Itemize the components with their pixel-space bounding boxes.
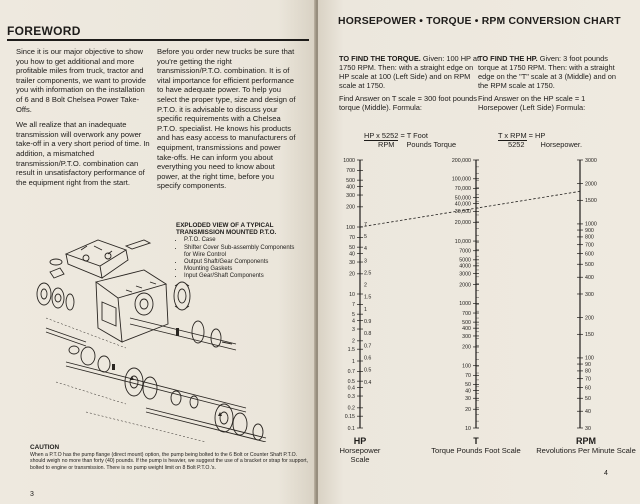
hp-scale-right-tick-label: 1 [364,306,367,313]
rpm-scale-tick-label: 70 [585,376,591,383]
hp-text: Given: 3 foot pounds torque at 1750 RPM. Then: with a straight edge on the "T" scale at 3 (Middle) and on the RPM scale at 1750. [478,54,616,90]
rpm-scale-tick-label: 700 [585,242,594,249]
torque-find: Find Answer on T scale = 300 foot pounds torque (Middle). Formula: [339,93,477,112]
hp-scale-right-tick-label: 0.4 [364,379,372,386]
hp-scale-tick-label: 0.5 [347,378,355,385]
hp-scale-right-tick-label: 0.5 [364,367,372,374]
exploded-pto-illustration [26,232,296,442]
hp-scale-tick-label: 30 [349,259,355,266]
torque-formula-equals: = T Foot [400,131,428,140]
caution-text: When a P.T.O has the pump flange (direct mount) option, the pump being bolted to the 6 Bolt or Counter Shaft P.T.O. should weigh no more than forty (40) pounds. If the pump is heavier, we suggest the use of a bracket or strap for support, bolted to engine or transmission. There is no pump weight limit on 8 Bolt P.T.O.'s. [30,452,308,471]
hp-scale-tick-label: 400 [346,184,355,191]
hp-find: Find Answer on the HP scale = 1 Horsepower (Left Side) Formula: [478,93,586,112]
torque-scale-tick-label: 100 [462,363,471,370]
rpm-scale-tick-label: 100 [585,355,594,362]
rpm-scale-tick-label: 600 [585,251,594,258]
hp-formula [498,132,628,149]
torque-scale-tick-label: 700 [462,310,471,317]
hp-formula-equals: = HP [528,131,546,140]
hp-heading: TO FIND THE HP. [478,54,538,63]
torque-scale-tick-label: 70 [465,373,471,380]
caution-box [30,444,308,471]
hp-scale-name: HP [353,436,367,446]
hp-scale-tick-label: 0.3 [347,393,355,400]
hp-scale-label [330,437,390,464]
rpm-scale-tick-label: 400 [585,275,594,282]
hp-scale-tick-label: 7 [352,302,355,309]
torque-scale-name: T [473,436,479,446]
foreword-column-1 [16,47,151,193]
torque-scale-sub: Torque Pounds Foot Scale [431,446,521,455]
hp-scale-tick-label: 3 [352,326,355,333]
rpm-scale-tick-label: 900 [585,227,594,234]
torque-scale-tick-label: 3000 [459,271,471,278]
chart-title: HORSEPOWER • TORQUE • RPM CONVERSION CHART [338,16,621,27]
torque-formula-unit: Pounds Torque [406,139,457,149]
torque-scale-tick-label: 30 [465,396,471,403]
rpm-scale-tick-label: 800 [585,234,594,241]
rpm-scale-tick-label: 2000 [585,181,597,188]
hp-scale-tick-label: 100 [346,224,355,231]
torque-scale-tick-label: 200,000 [451,157,471,164]
hp-scale-tick-label: 40 [349,251,355,258]
hp-scale-right-tick-label: 5 [364,233,367,240]
torque-scale-tick-label: 30,000 [454,209,471,216]
torque-formula [364,132,494,149]
torque-heading: TO FIND THE TORQUE. [339,54,421,63]
foreword-paragraph-2: We all realize that an inadequate transmission will overwork any power take-off in a very short period of time. In addition, a mismatched transmission/P.T.O. combination can result in unsatisfactory performance of the equipment right from the start. [16,120,150,187]
hp-scale-tick-label: 0.15 [344,414,355,421]
figure-caption-item: • P.T.O. Case [184,237,301,244]
torque-scale-tick-label: 50 [465,382,471,389]
rpm-scale-tick-label: 200 [585,315,594,322]
rpm-scale-tick-label: 150 [585,332,594,339]
rpm-scale-tick-label: 1000 [585,221,597,228]
torque-scale-tick-label: 40 [465,388,471,395]
foreword-paragraph-3: Before you order new trucks be sure that you're getting the right transmission/P.T.O. combination. It is of vital importance for efficient performance to have adequate power. To help you select the proper type, size and design of P.T.O. it is advisable to discuss your specific requirements with a Chelsea P.T.O. specialist. He knows his products and has easy access to manufacturers of equipment, transmissions and power take-offs. He can inform you about everything you need to know about power, at the right time, before you specify components. [157,47,296,191]
right-page [318,0,640,504]
torque-scale-tick-label: 100,000 [451,176,471,183]
figure-caption-item: • Input Gear/Shaft Components [184,273,301,280]
hp-scale-tick-label: 4 [352,318,355,325]
torque-scale-tick-label: 10,000 [454,238,471,245]
rpm-scale-tick-label: 30 [585,425,591,432]
torque-scale-tick-label: 5000 [459,257,471,264]
torque-scale-tick-label: 20 [465,407,471,414]
hp-scale-right-tick-label: 3 [364,258,367,265]
rpm-scale-tick-label: 90 [585,361,591,368]
hp-scale-tick-label: 700 [346,168,355,175]
hp-scale-right-tick-label: 0.6 [364,355,372,362]
hp-scale-tick-label: 50 [349,244,355,251]
hp-scale-tick-label: 0.2 [347,405,355,412]
figure-caption-item: • Mounting Gaskets [184,266,301,273]
foreword-paragraph-1: Since it is our major objective to show you how to get additional and more profitable miles from truck, tractor and trailer components, we want to provide you with information on the installation of 6 and 8 Bolt Chelsea Power Take-Offs. [16,47,147,114]
torque-scale-tick-label: 4000 [459,263,471,270]
hp-scale-tick-label: 0.4 [347,385,355,392]
torque-instructions [339,55,481,112]
figure-caption-item: • Shifter Cover Sub-assembly Components for Wire Control [184,245,301,259]
torque-scale-tick-label: 10 [465,425,471,432]
torque-scale-label [416,437,536,455]
hp-scale-right-tick-label: 2 [364,282,367,289]
rpm-scale-label [536,437,636,455]
hp-scale-tick-label: 1.5 [347,347,355,354]
rpm-scale-sub: Revolutions Per Minute Scale [536,446,636,455]
torque-scale-tick-label: 50,000 [454,195,471,202]
hp-scale-tick-label: 300 [346,192,355,199]
torque-scale-tick-label: 2000 [459,282,471,289]
hp-scale-tick-label: 1000 [343,157,355,164]
torque-scale-tick-label: 300 [462,333,471,340]
torque-scale-tick-label: 200 [462,344,471,351]
hp-scale-right-tick-label: 0.7 [364,343,372,350]
hp-formula-numerator: T x RPM [498,131,527,140]
hp-scale-tick-label: 200 [346,204,355,211]
hp-scale-tick-label: 0.1 [347,425,355,432]
hp-scale-tick-label: 500 [346,177,355,184]
rpm-scale-tick-label: 60 [585,385,591,392]
torque-scale-tick-label: 500 [462,319,471,326]
rpm-scale-tick-label: 1500 [585,198,597,205]
figure-caption-title: EXPLODED VIEW OF A TYPICAL TRANSMISSION MOUNTED P.T.O. [176,222,277,237]
torque-scale-tick-label: 1000 [459,301,471,308]
hp-formula-unit: Horsepower. [540,139,583,149]
hp-scale-tick-label: 5 [352,311,355,318]
foreword-title: FOREWORD [7,24,81,38]
hp-scale-tick-label: 70 [349,235,355,242]
hp-scale-sub: Horsepower Scale [339,446,381,464]
rpm-scale-name: RPM [576,436,596,446]
torque-formula-denominator: RPM [378,139,395,149]
hp-scale-right-tick-label: 1.5 [364,294,372,301]
left-page [0,0,316,504]
hp-formula-denominator: 5252 [508,139,525,149]
rpm-scale-tick-label: 40 [585,409,591,416]
rpm-scale-tick-label: 500 [585,262,594,269]
figure-caption-item: • Output Shaft/Gear Components [184,259,301,266]
hp-scale-right-tick-label: 7 [364,221,367,228]
rpm-scale-tick-label: 3000 [585,157,597,164]
rpm-scale-tick-label: 50 [585,396,591,403]
torque-scale-tick-label: 70,000 [454,186,471,193]
foreword-column-2 [157,47,297,197]
hp-scale-tick-label: 1 [352,358,355,365]
page-number-right: 4 [604,470,608,477]
caution-title: CAUTION [30,444,60,451]
hp-scale-tick-label: 2 [352,338,355,345]
hp-scale-tick-label: 0.7 [347,369,355,376]
hp-scale-right-tick-label: 2.5 [364,270,372,277]
hp-scale-right-tick-label: 0.8 [364,331,372,338]
torque-scale-tick-label: 20,000 [454,220,471,227]
rpm-scale-tick-label: 300 [585,291,594,298]
torque-scale-tick-label: 400 [462,325,471,332]
rpm-scale-tick-label: 80 [585,368,591,375]
hp-scale-tick-label: 10 [349,291,355,298]
hp-scale-right-tick-label: 4 [364,246,367,253]
hp-scale-tick-label: 20 [349,271,355,278]
torque-scale-tick-label: 7000 [459,248,471,255]
page-number-left: 3 [30,491,34,498]
torque-scale-tick-label: 40,000 [454,201,471,208]
foreword-header [7,22,309,41]
torque-text: Given: 100 HP at 1750 RPM. Then: with a straight edge on HP scale at 100 (Left Side) and on RPM scale at 1750. [339,54,480,90]
conversion-nomograph [318,150,640,440]
hp-scale-right-tick-label: 0.9 [364,319,372,326]
torque-formula-numerator: HP x 5252 [364,131,399,140]
hp-instructions [478,55,626,112]
